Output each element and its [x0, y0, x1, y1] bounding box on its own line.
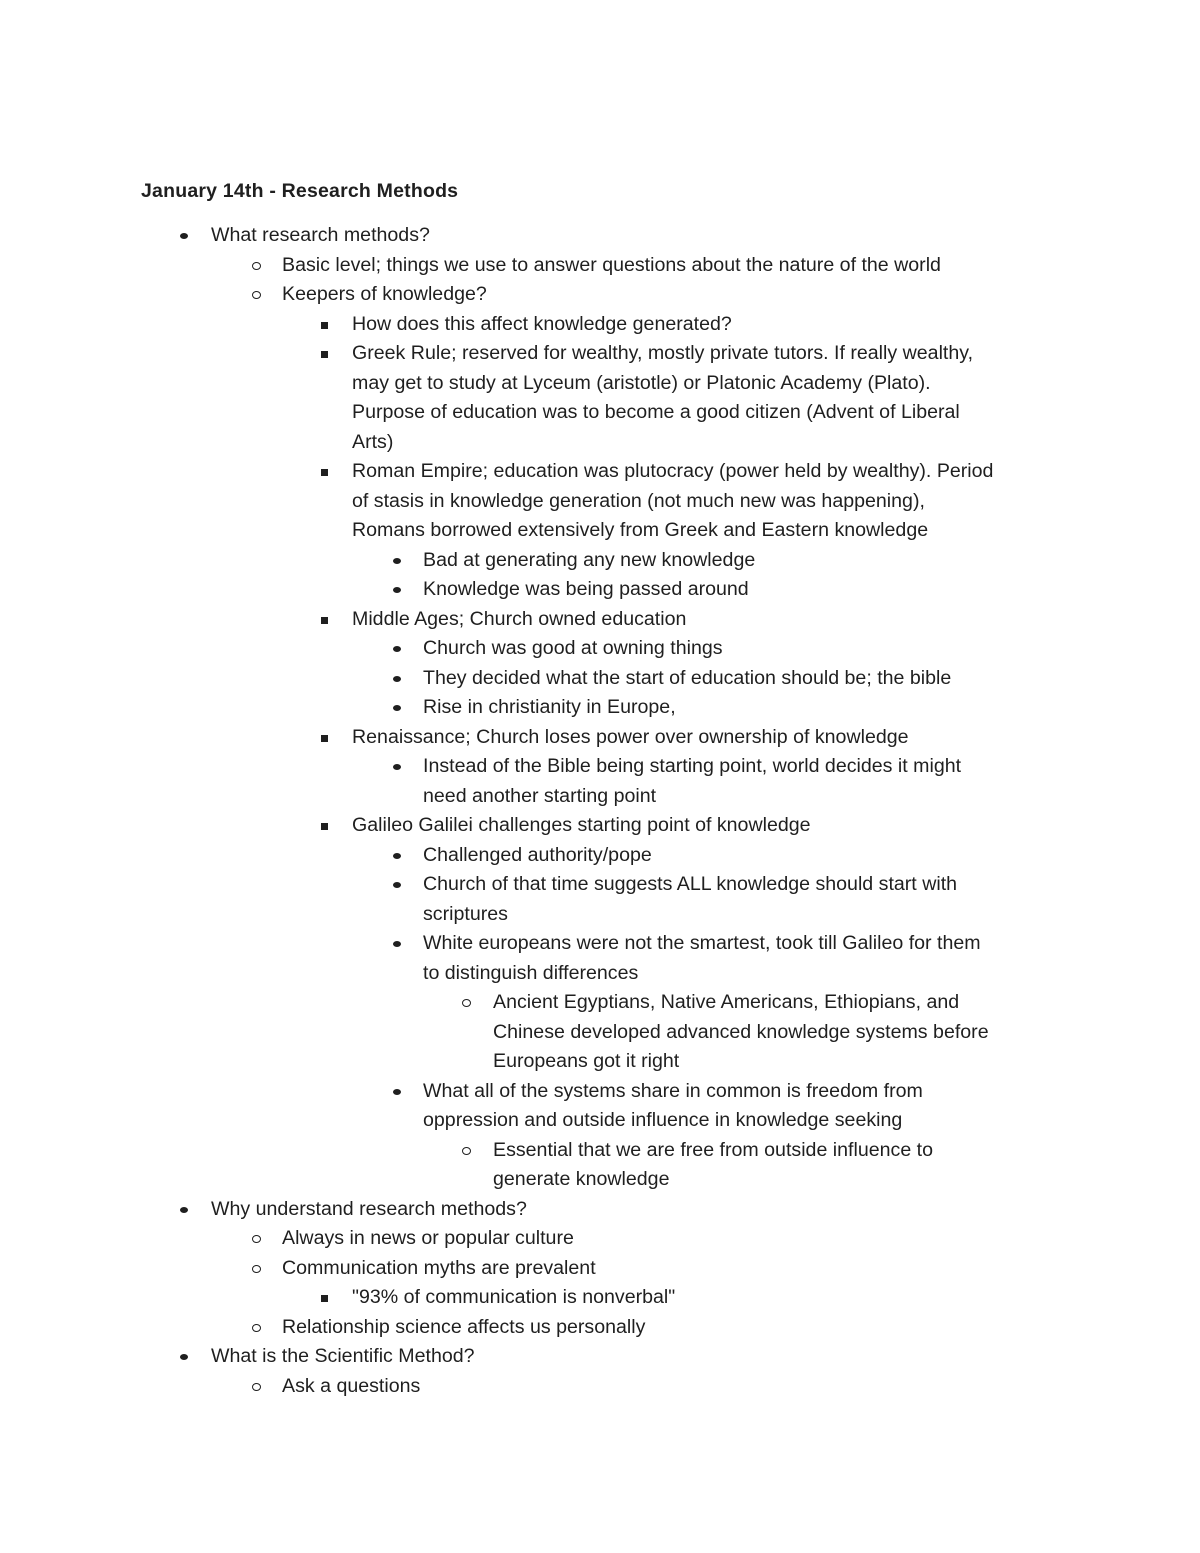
list-item — [0, 310, 1200, 340]
circle-bullet-icon — [249, 1313, 269, 1343]
list-item — [0, 811, 1200, 841]
list-item-text: Church of that time suggests ALL knowledge should start with scriptures — [423, 873, 958, 925]
list-item-text: What research methods? — [211, 224, 430, 246]
list-item — [0, 1224, 1200, 1254]
list-item — [0, 841, 1200, 871]
list-item — [0, 1136, 1200, 1195]
list-item-text: Greek Rule; reserved for wealthy, mostly private tutors. If really wealthy, may get to study at Lyceum (aristotle) or Platonic Academy (Plato). Purpose of education was to become a good citizen (Advent of Liberal Arts) — [352, 342, 974, 453]
list-item-text: Ask a questions — [282, 1374, 421, 1397]
list-item — [0, 988, 1200, 1077]
circle-bullet-icon — [249, 1224, 269, 1254]
list-item — [0, 221, 1200, 251]
disc-bullet-icon — [389, 870, 409, 900]
list-item — [0, 457, 1200, 546]
circle-bullet-icon — [249, 1372, 269, 1402]
disc-bullet-icon — [389, 752, 409, 782]
list-item-text: Bad at generating any new knowledge — [423, 548, 756, 571]
list-item-text: Roman Empire; education was plutocracy (power held by wealthy). Period of stasis in knowledge generation (not much new was happening), Romans borrowed extensively from Greek and Eastern knowledge — [352, 460, 994, 541]
list-item-text: Essential that we are free from outside influence to generate knowledge — [493, 1138, 934, 1190]
list-item-text: Why understand research methods? — [211, 1197, 527, 1220]
list-item — [0, 1254, 1200, 1284]
list-item — [0, 664, 1200, 694]
list-item — [0, 1342, 1200, 1372]
list-item-text: White europeans were not the smartest, took till Galileo for them to distinguish differences — [423, 932, 981, 984]
list-item-text: Communication myths are prevalent — [282, 1256, 596, 1279]
list-item — [0, 752, 1200, 811]
circle-bullet-icon — [459, 988, 479, 1018]
list-item-text: Renaissance; Church loses power over ownership of knowledge — [352, 725, 909, 748]
disc-bullet-icon — [389, 664, 409, 694]
list-item-text: Keepers of knowledge? — [282, 283, 487, 305]
list-item — [0, 723, 1200, 753]
list-item-text: What all of the systems share in common is freedom from oppression and outside influence in knowledge seeking — [423, 1079, 923, 1131]
circle-bullet-icon — [249, 1254, 269, 1284]
disc-bullet-icon — [389, 693, 409, 723]
list-item — [0, 575, 1200, 605]
list-item-text: They decided what the start of education should be; the bible — [423, 666, 952, 689]
list-item — [0, 546, 1200, 576]
list-item-text: Galileo Galilei challenges starting point of knowledge — [352, 814, 811, 836]
disc-bullet-icon — [176, 221, 196, 251]
list-item-text: Church was good at owning things — [423, 637, 723, 659]
bullet-outline — [0, 221, 1200, 1401]
list-item-text: Knowledge was being passed around — [423, 578, 749, 600]
disc-bullet-icon — [176, 1342, 196, 1372]
list-item — [0, 1195, 1200, 1225]
square-bullet-icon — [317, 723, 337, 753]
list-item — [0, 634, 1200, 664]
list-item-text: Always in news or popular culture — [282, 1227, 574, 1249]
list-item-text: What is the Scientific Method? — [211, 1345, 475, 1367]
list-item — [0, 929, 1200, 988]
list-item — [0, 870, 1200, 929]
list-item-text: Basic level; things we use to answer questions about the nature of the world — [282, 253, 941, 276]
disc-bullet-icon — [389, 841, 409, 871]
square-bullet-icon — [317, 457, 337, 487]
list-item — [0, 251, 1200, 281]
list-item — [0, 1283, 1200, 1313]
circle-bullet-icon — [249, 251, 269, 281]
list-item — [0, 1077, 1200, 1136]
list-item-text: "93% of communication is nonverbal" — [352, 1286, 676, 1308]
disc-bullet-icon — [389, 575, 409, 605]
disc-bullet-icon — [176, 1195, 196, 1225]
list-item-text: Relationship science affects us personally — [282, 1315, 646, 1338]
list-item — [0, 280, 1200, 310]
list-item — [0, 1372, 1200, 1402]
disc-bullet-icon — [389, 929, 409, 959]
list-item-text: Rise in christianity in Europe, — [423, 696, 676, 718]
list-item-text: Ancient Egyptians, Native Americans, Ethiopians, and Chinese developed advanced knowledge systems before Europeans got it right — [493, 991, 989, 1072]
list-item — [0, 693, 1200, 723]
circle-bullet-icon — [249, 280, 269, 310]
list-item-text: Middle Ages; Church owned education — [352, 607, 687, 630]
list-item — [0, 1313, 1200, 1343]
disc-bullet-icon — [389, 1077, 409, 1107]
square-bullet-icon — [317, 605, 337, 635]
circle-bullet-icon — [459, 1136, 479, 1166]
list-item-text: Instead of the Bible being starting point, world decides it might need another starting point — [423, 755, 962, 807]
list-item — [0, 339, 1200, 457]
document-title: January 14th - Research Methods — [141, 180, 459, 202]
list-item-text: How does this affect knowledge generated? — [352, 312, 732, 335]
disc-bullet-icon — [389, 546, 409, 576]
square-bullet-icon — [317, 339, 337, 369]
square-bullet-icon — [317, 811, 337, 841]
list-item — [0, 605, 1200, 635]
disc-bullet-icon — [389, 634, 409, 664]
list-item-text: Challenged authority/pope — [423, 843, 652, 866]
square-bullet-icon — [317, 310, 337, 340]
square-bullet-icon — [317, 1283, 337, 1313]
